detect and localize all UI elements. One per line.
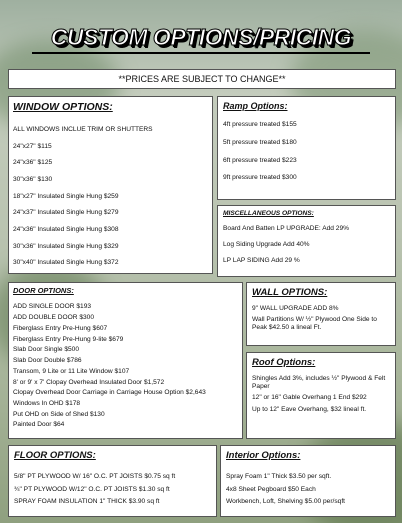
floor-option-line: 5/8" PT PLYWOOD W/ 16" O.C. PT JOISTS $0.75 sq ft (14, 472, 176, 480)
wall-options-panel (246, 282, 396, 346)
roof-option-line: Up to 12" Eave Overhang, $32 lineal ft. (252, 405, 367, 413)
interior-options-panel (220, 445, 396, 517)
door-option-line: Windows In OHD $178 (13, 399, 81, 407)
door-option-line: Painted Door $64 (13, 421, 65, 429)
window-options-panel (8, 96, 213, 274)
wall-option-line: Wall Partitions W/ ½" Plywood One Side to Peak $42.50 a lineal Ft. (252, 316, 377, 332)
door-option-line: Transom, 9 Lite or 11 Lite Window $107 (13, 367, 130, 375)
door-options-panel (8, 282, 243, 439)
window-options-heading: WINDOW OPTIONS: (13, 101, 113, 113)
ramp-option-line: 5ft pressure treated $180 (223, 138, 297, 146)
window-option-line: 24"x37" Insulated Single Hung $279 (13, 209, 119, 217)
door-option-line: 8' or 9' x 7' Clopay Overhead Insulated Door $1,572 (13, 378, 165, 386)
door-options-heading: DOOR OPTIONS: (13, 286, 74, 295)
door-option-line: Slab Door Single $500 (13, 346, 79, 354)
ramp-options-panel (217, 96, 396, 200)
window-option-line: 30"x36" Insulated Single Hung $329 (13, 242, 119, 250)
window-option-line: 24"x36" Insulated Single Hung $308 (13, 225, 119, 233)
page-title: CUSTOM OPTIONS/PRICING (50, 24, 352, 50)
window-option-line: 24"x27" $115 (13, 142, 52, 150)
door-option-line: Put OHD on Side of Shed $130 (13, 410, 105, 418)
door-option-line: ADD DOUBLE DOOR $300 (13, 314, 94, 322)
roof-option-line: Shingles Add 3%, includes ½" Plywood & Felt Paper (252, 374, 386, 391)
ramp-options-heading: Ramp Options: (223, 101, 288, 111)
door-option-line: Fiberglass Entry Pre-Hung 9-lite $679 (13, 335, 124, 343)
wall-options-heading: WALL OPTIONS: (252, 287, 328, 298)
title-underline (32, 52, 370, 54)
interior-options-heading: Interior Options: (226, 450, 301, 461)
window-option-line: 24"x36" $125 (13, 159, 53, 167)
door-option-line: Fiberglass Entry Pre-Hung $607 (13, 324, 108, 332)
window-option-line: ALL WINDOWS INCLUE TRIM OR SHUTTERS (13, 126, 153, 134)
wall-option-line: 9" WALL UPGRADE ADD 8% (252, 304, 339, 312)
ramp-option-line: 9ft pressure treated $300 (223, 174, 297, 182)
misc-option-line: Log Siding Upgrade Add 40% (223, 241, 310, 249)
ramp-option-line: 4ft pressure treated $155 (223, 121, 297, 129)
door-option-line: ADD SINGLE DOOR $193 (13, 303, 92, 311)
door-option-line: Clopay Overhead Door Carriage in Carriage House Option $2,643 (13, 389, 206, 397)
floor-options-heading: FLOOR OPTIONS: (14, 450, 96, 461)
interior-option-line: Spray Foam 1" Thick $3.50 per sqft. (226, 472, 332, 480)
floor-options-panel (8, 445, 217, 517)
interior-option-line: Workbench, Loft, Shelving $5.00 per/sqft (226, 498, 346, 506)
interior-option-line: 4x8 Sheet Pegboard $50 Each (226, 485, 316, 493)
floor-option-line: SPRAY FOAM INSULATION 1" THICK $3.90 sq ft (14, 498, 160, 506)
door-option-line: Slab Door Double $786 (13, 357, 82, 365)
window-option-line: 30"x36" $130 (13, 176, 53, 183)
roof-option-line: 12" or 16" Gable Overhang 1 End $292 (252, 394, 367, 402)
misc-options-heading: MISCELLANEOUS OPTIONS: (223, 210, 314, 217)
floor-option-line: ¾" PT PLYWOOD W/12" O.C. PT JOISTS $1.30 sq ft (14, 485, 170, 493)
window-option-line: 18"x27" Insulated Single Hung $259 (13, 192, 119, 200)
price-notice: **PRICES ARE SUBJECT TO CHANGE** (8, 69, 396, 89)
window-option-line: 30"x40" Insulated Single Hung $372 (13, 259, 119, 267)
misc-options-panel (217, 205, 396, 277)
roof-options-panel (246, 352, 396, 439)
misc-option-line: Board And Batten LP UPGRADE: Add 29% (223, 225, 349, 233)
ramp-option-line: 6ft pressure treated $223 (223, 156, 297, 164)
roof-options-heading: Roof Options: (252, 357, 316, 368)
misc-option-line: LP LAP SIDING Add 29 % (223, 257, 300, 265)
